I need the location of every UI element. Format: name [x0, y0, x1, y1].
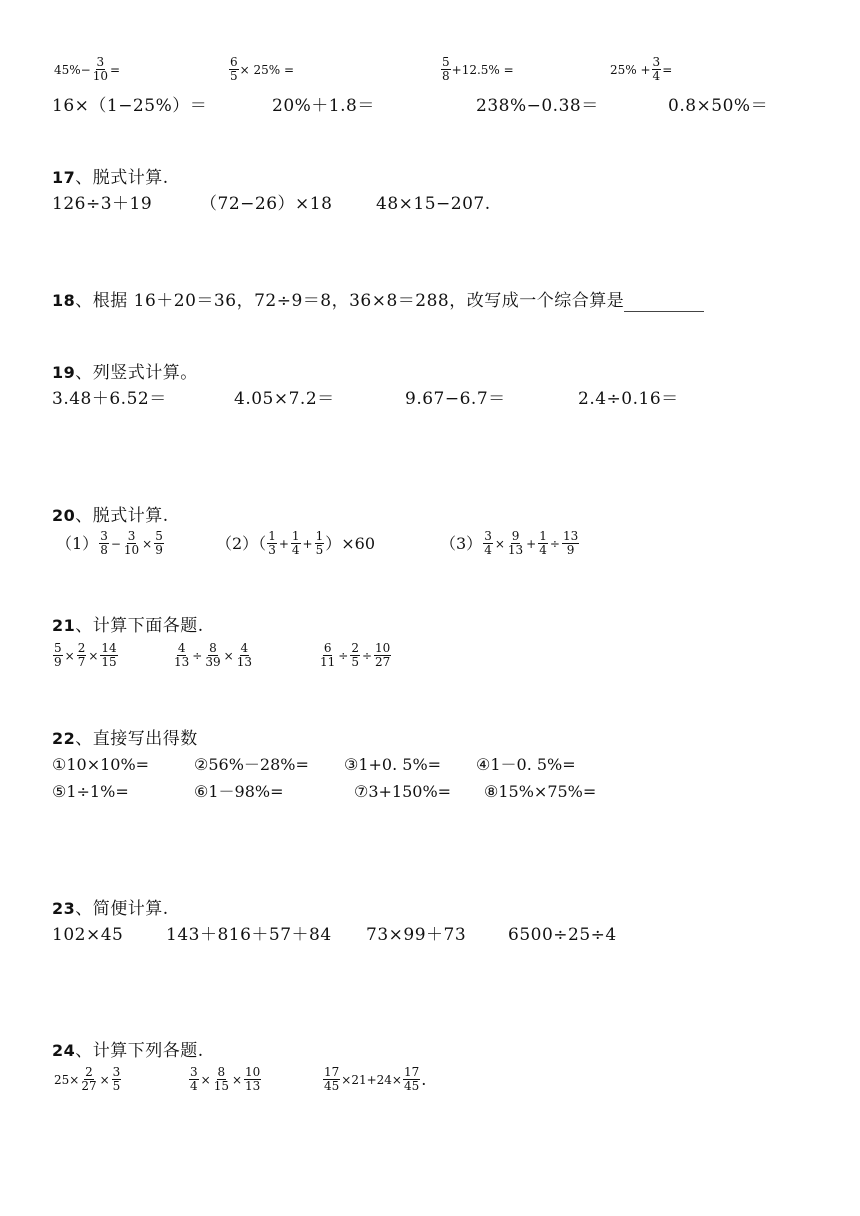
question-number: 20 — [52, 506, 76, 525]
question-18-heading — [52, 290, 704, 312]
q21-expr-3 — [318, 642, 392, 669]
operator: × — [142, 536, 153, 551]
part-label: （1） — [56, 533, 99, 553]
operator: + — [278, 536, 289, 551]
fraction: $\frac{3}{4}$ — [652, 55, 661, 83]
fraction: $\frac{1}{4}$ — [291, 529, 300, 557]
fraction: $\frac{2}{27}$ — [81, 1065, 97, 1093]
expr-25pct-plus-3-4 — [610, 56, 672, 83]
fraction: $\frac{10}{27}$ — [375, 641, 391, 669]
fraction: $\frac{2}{5}$ — [351, 641, 359, 669]
fraction: $\frac{8}{15}$ — [213, 1065, 229, 1093]
q21-expr-1 — [52, 642, 119, 669]
q19-item-4: 2.4÷0.16＝ — [578, 389, 679, 409]
operator: × — [99, 1072, 110, 1087]
operator: − — [110, 536, 121, 551]
q23-item-4: 6500÷25÷4 — [508, 925, 617, 945]
question-23-heading — [52, 898, 169, 920]
fraction: $\frac{10}{13}$ — [245, 1065, 261, 1093]
fraction: $\frac{14}{15}$ — [101, 641, 117, 669]
q23-item-1: 102×45 — [52, 925, 124, 945]
q22-item-6: ⑥1－98%= — [194, 782, 284, 801]
question-number: 19 — [52, 363, 76, 382]
question-21-heading — [52, 615, 204, 637]
fraction: $\frac{3}{10}$ — [92, 55, 109, 83]
operator: × — [494, 536, 505, 551]
fraction: $\frac{5}{9}$ — [155, 529, 163, 557]
q22-item-5: ⑤1÷1%= — [52, 782, 129, 801]
q22-item-2: ②56%－28%= — [194, 755, 309, 774]
operator: × — [88, 648, 99, 663]
answer-blank[interactable] — [624, 295, 704, 312]
fraction: $\frac{3}{10}$ — [123, 529, 140, 557]
operator: × — [231, 1072, 243, 1087]
fraction: $\frac{8}{39}$ — [205, 641, 221, 669]
fraction: $\frac{6}{11}$ — [320, 641, 336, 669]
part-label: （3） — [440, 533, 483, 553]
expr-text: = — [110, 62, 121, 77]
question-title: 、列竖式计算。 — [75, 363, 198, 383]
part-label: （2）（ — [216, 533, 267, 553]
q17-item-1: 126÷3＋19 — [52, 194, 153, 214]
question-number: 22 — [52, 729, 76, 748]
q17-item-2: （72−26）×18 — [200, 194, 333, 214]
question-17-heading — [52, 167, 169, 189]
fraction: $\frac{5}{9}$ — [54, 641, 62, 669]
operator: × — [223, 648, 234, 663]
expr-6-5-times-25pct — [228, 56, 294, 83]
fraction: $\frac{1}{4}$ — [539, 529, 547, 557]
question-title: 、脱式计算. — [75, 168, 169, 188]
question-24-heading — [52, 1040, 204, 1062]
q23-item-2: 143＋816＋57＋84 — [166, 925, 332, 945]
q20-part-1 — [56, 530, 165, 557]
operator: + — [302, 536, 313, 551]
q22-item-4: ④1－0. 5%= — [476, 755, 576, 774]
question-number: 23 — [52, 899, 76, 918]
question-title: 、计算下列各题. — [75, 1041, 204, 1061]
expr-text: 25% + — [610, 62, 651, 77]
operator: + — [526, 536, 537, 551]
expr-text: = — [662, 62, 673, 77]
operator: × — [200, 1072, 211, 1087]
q19-item-3: 9.67−6.7＝ — [405, 389, 506, 409]
q22-item-7: ⑦3+150%= — [354, 782, 452, 801]
operator: ÷ — [338, 648, 349, 663]
question-19-heading — [52, 362, 198, 384]
expr-text: +12.5% = — [451, 62, 514, 77]
q24-expr-2 — [188, 1066, 262, 1093]
question-title: 、脱式计算. — [75, 506, 169, 526]
fraction: $\frac{1}{3}$ — [268, 529, 276, 557]
fraction: $\frac{17}{45}$ — [324, 1065, 340, 1093]
expr-text: ×21+24× — [341, 1072, 402, 1087]
expr-row1-4: 0.8×50%＝ — [668, 96, 769, 116]
q22-item-8: ⑧15%×75%= — [484, 782, 597, 801]
question-number: 21 — [52, 616, 76, 635]
expr-row1-1: 16×（1−25%）＝ — [52, 96, 208, 116]
question-22-heading — [52, 728, 198, 750]
q19-item-1: 3.48＋6.52＝ — [52, 389, 167, 409]
operator: ÷ — [192, 648, 203, 663]
q22-item-3: ③1+0. 5%= — [344, 755, 442, 774]
expr-text: ）×60 — [325, 533, 376, 553]
fraction: $\frac{3}{8}$ — [100, 529, 108, 557]
question-20-heading — [52, 505, 169, 527]
fraction: $\frac{4}{13}$ — [174, 641, 190, 669]
expr-text: . — [421, 1069, 427, 1089]
expr-text: 25× — [54, 1072, 80, 1087]
question-title: 、简便计算. — [75, 899, 169, 919]
question-title: 、根据 16＋20＝36，72÷9＝8，36×8＝288，改写成一个综合算是 — [75, 291, 625, 311]
q24-expr-3 — [322, 1066, 426, 1093]
q20-part-3 — [440, 530, 580, 557]
fraction: $\frac{9}{13}$ — [507, 529, 524, 557]
question-title: 、计算下面各题. — [75, 616, 204, 636]
expr-5-8-plus-12-5pct — [440, 56, 514, 83]
q24-expr-1 — [54, 1066, 122, 1093]
question-title: 、直接写出得数 — [75, 729, 198, 749]
q23-item-3: 73×99＋73 — [366, 925, 467, 945]
question-number: 17 — [52, 168, 76, 187]
fraction: $\frac{1}{5}$ — [315, 529, 324, 557]
question-number: 18 — [52, 291, 76, 310]
expr-45pct-minus-3-10 — [54, 56, 120, 83]
question-number: 24 — [52, 1041, 76, 1060]
fraction: $\frac{3}{5}$ — [112, 1065, 121, 1093]
expr-row1-2: 20%＋1.8＝ — [272, 96, 375, 116]
expr-text: 45%− — [54, 62, 91, 77]
fraction: $\frac{5}{8}$ — [442, 55, 450, 83]
fraction: $\frac{3}{4}$ — [190, 1065, 198, 1093]
fraction: $\frac{3}{4}$ — [484, 529, 492, 557]
q19-item-2: 4.05×7.2＝ — [234, 389, 335, 409]
operator: × — [64, 648, 75, 663]
q17-item-3: 48×15−207. — [376, 194, 491, 214]
expr-row1-3: 238%−0.38＝ — [476, 96, 599, 116]
fraction: $\frac{6}{5}$ — [230, 55, 238, 83]
fraction: $\frac{4}{13}$ — [236, 641, 252, 669]
operator: ÷ — [549, 536, 560, 551]
operator: ÷ — [361, 648, 373, 663]
q21-expr-2 — [172, 642, 254, 669]
expr-text: × 25% = — [239, 62, 295, 77]
q20-part-2 — [216, 530, 375, 557]
fraction: $\frac{17}{45}$ — [403, 1065, 420, 1093]
q22-item-1: ①10×10%= — [52, 755, 150, 774]
fraction: $\frac{13}{9}$ — [562, 529, 579, 557]
fraction: $\frac{2}{7}$ — [77, 641, 86, 669]
